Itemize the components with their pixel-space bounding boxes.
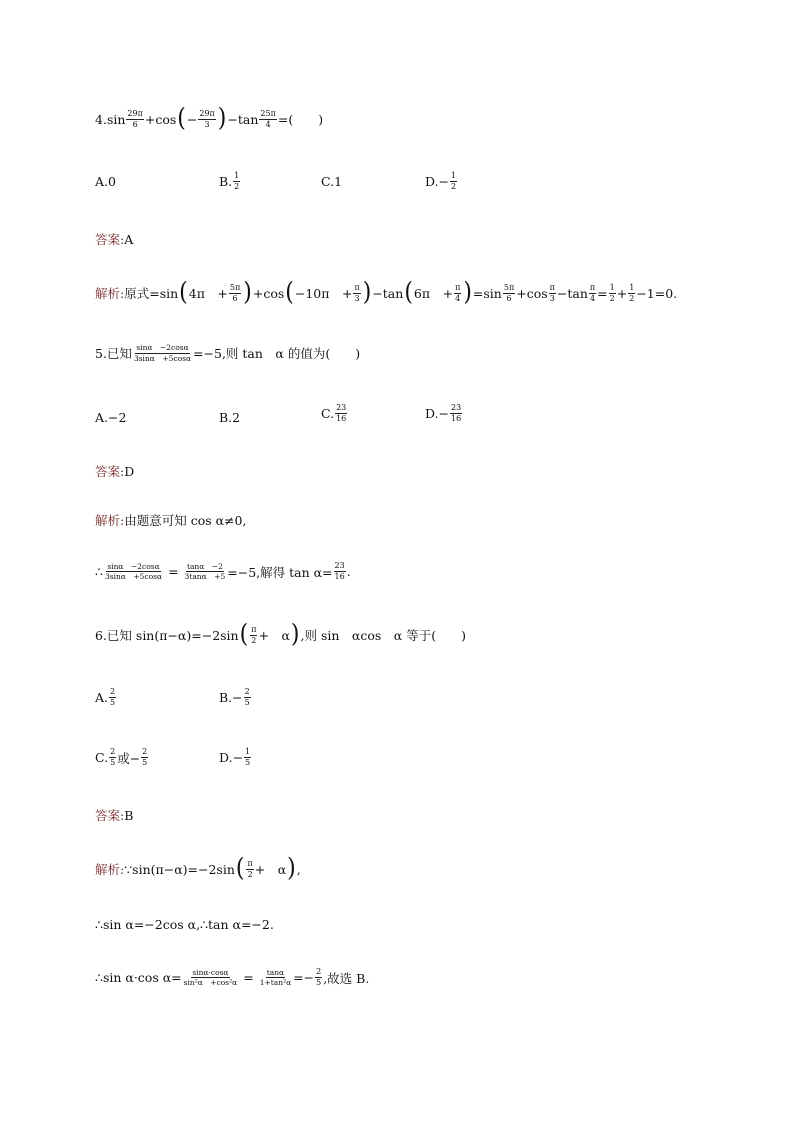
q4-frac-2: $\frac{29\pi}{3}$ bbox=[199, 108, 215, 129]
q6-analysis-3: ∴sin α·cos α= $\frac{\sin\alpha\cdot\cos\alpha}{\text{sin²α +cos²α}}$ = $\frac{\tan\alpha}{\text{1+tan²α}}$ =− $\frac{2}{5}$ ,故选 B. bbox=[95, 967, 370, 987]
q4-frac-1: $\frac{29\pi}{6}$ bbox=[127, 108, 143, 129]
q5-stem: 5.已知 $\frac{\sin\alpha -2\cos\alpha}{3\sin\alpha +5\cos\alpha}$ =−5,则 tan α 的值为( ) bbox=[95, 343, 361, 363]
q6-option-a[interactable]: A. $\frac{2}{5}$ bbox=[95, 687, 116, 707]
q4-option-a[interactable]: A. 0 bbox=[95, 174, 116, 189]
q5-option-a[interactable]: A. −2 bbox=[95, 410, 127, 425]
q6-analysis-2: ∴sin α=−2cos α,∴tan α=−2. bbox=[95, 917, 274, 932]
q6-answer: 答案: B bbox=[95, 807, 134, 823]
q4-analysis: 解析: 原式=sin ( 4π + $\frac{5\pi}{6}$ ) +cos ( −10π + $\frac{\pi}{3}$ ) −tan ( 6π + $\frac{\pi}{4}$ ) =sin $\frac{5\pi}{6}$ +cos $\frac{\pi}{3}$ −tan $\frac{\pi}{4}$ = $\frac{1}{2}$ + $\frac{1}{2}$ −1=0. bbox=[95, 278, 678, 307]
q6-stem: 6.已知 sin(π−α)=−2sin ( $\frac{\pi}{2}$ + α ) ,则 sin αcos α 等于( ) bbox=[95, 620, 466, 649]
q4-frac-3: $\frac{25\pi}{4}$ bbox=[260, 108, 276, 129]
q4-option-d[interactable]: D. − $\frac{1}{2}$ bbox=[425, 171, 457, 191]
q4-option-c[interactable]: C. 1 bbox=[321, 174, 343, 189]
q5-option-b[interactable]: B. 2 bbox=[219, 410, 241, 425]
q4-option-b[interactable]: B. $\frac{1}{2}$ bbox=[219, 171, 240, 191]
q6-option-c[interactable]: C. $\frac{2}{5}$ 或− $\frac{2}{5}$ bbox=[95, 747, 148, 767]
q5-answer: 答案: D bbox=[95, 463, 135, 479]
q4-stem: 4. sin $\frac{29\pi}{6}$ + cos ( − $\frac{29\pi}{3}$ ) − tan $\frac{25\pi}{4}$ =( ) bbox=[95, 104, 324, 133]
q4-answer: 答案: A bbox=[95, 231, 134, 247]
q5-option-d[interactable]: D. − $\frac{23}{16}$ bbox=[425, 403, 462, 423]
q5-analysis-2: ∴ $\frac{\sin\alpha -2\cos\alpha}{3\sin\alpha +5\cos\alpha}$ = $\frac{\tan\alpha -2}{3\tan\alpha +5}$ =−5,解得 tan α= $\frac{23}{16}$ . bbox=[95, 561, 351, 581]
q5-analysis-1: 解析: 由题意可知 cos α≠0, bbox=[95, 513, 247, 528]
q6-option-d[interactable]: D. − $\frac{1}{5}$ bbox=[219, 747, 251, 767]
q6-option-b[interactable]: B. − $\frac{2}{5}$ bbox=[219, 687, 250, 707]
q5-option-c[interactable]: C. $\frac{23}{16}$ bbox=[321, 403, 347, 423]
q6-analysis-1: 解析: ∵sin(π−α)=−2sin ( $\frac{\pi}{2}$ + α ) , bbox=[95, 854, 301, 883]
